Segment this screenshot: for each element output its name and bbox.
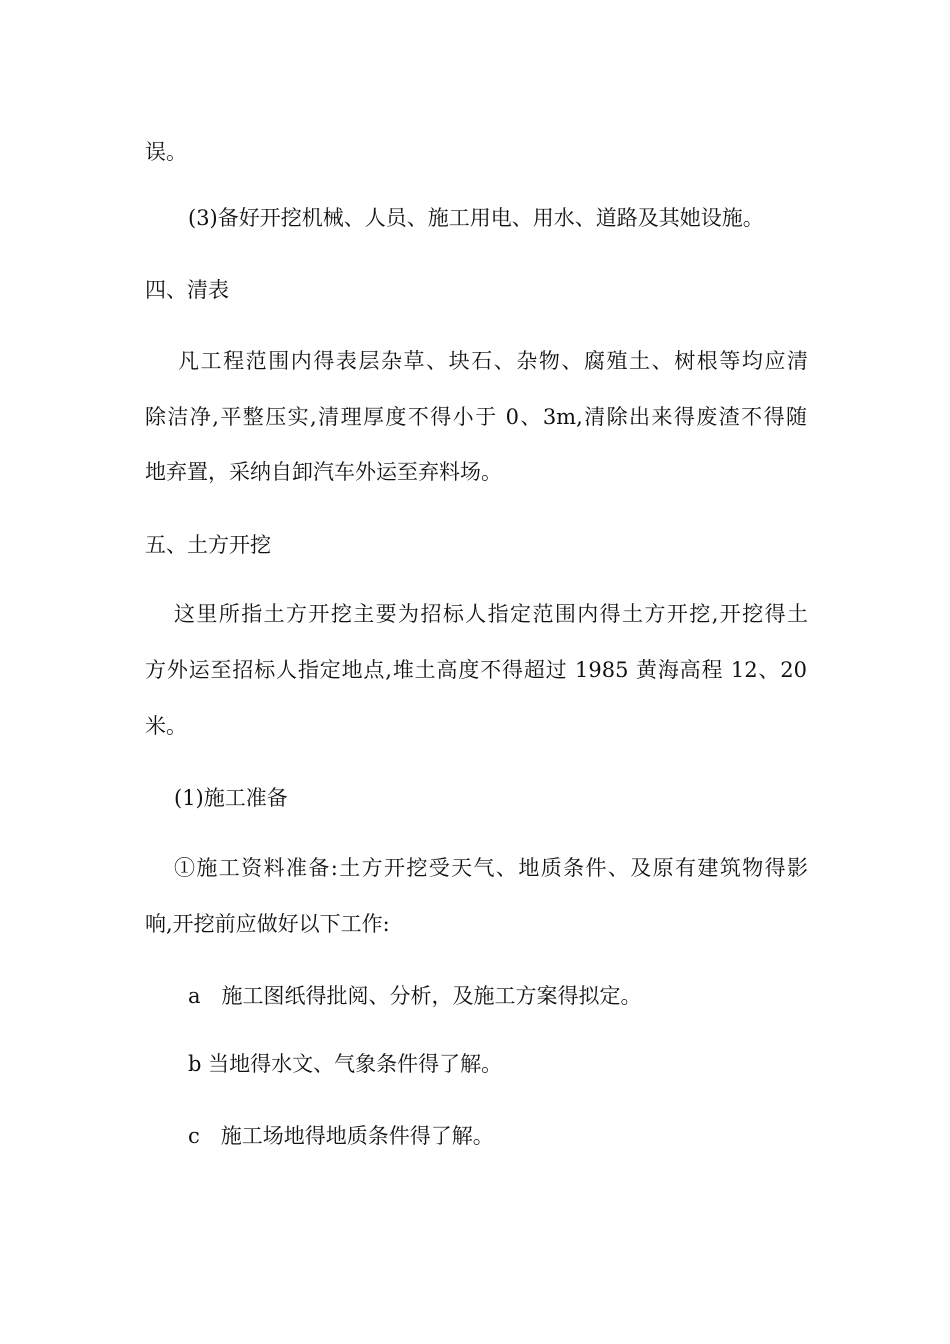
preparation-paragraph-line-2: 响,开挖前应做好以下工作: [145,912,390,936]
excavation-paragraph-line-3: 米。 [145,714,187,738]
clearing-paragraph-line-2: 除洁净,平整压实,清理厚度不得小于 0、3m,清除出来得废渣不得随 [145,405,807,429]
clearing-paragraph-line-1: 凡工程范围内得表层杂草、块石、杂物、腐殖土、树根等均应清 [178,349,808,373]
list-item-3: (3)备好开挖机械、人员、施工用电、用水、道路及其她设施。 [188,206,764,230]
excavation-paragraph-line-1: 这里所指土方开挖主要为招标人指定范围内得土方开挖,开挖得土 [174,602,808,626]
preparation-paragraph-line-1: ①施工资料准备:土方开挖受天气、地质条件、及原有建筑物得影 [174,856,808,880]
subsection-heading-preparation: (1)施工准备 [174,786,288,810]
list-item-b: b 当地得水文、气象条件得了解。 [188,1052,503,1076]
list-item-a: a 施工图纸得批阅、分析，及施工方案得拟定。 [188,984,642,1008]
clearing-paragraph-line-3: 地弃置，采纳自卸汽车外运至弃料场。 [145,460,502,484]
list-item-c: c 施工场地得地质条件得了解。 [188,1124,494,1148]
paragraph-continuation: 误。 [145,140,187,164]
section-heading-clearing: 四、清表 [145,278,229,302]
excavation-paragraph-line-2: 方外运至招标人指定地点,堆土高度不得超过 1985 黄海高程 12、20 [145,658,807,682]
section-heading-excavation: 五、土方开挖 [145,533,271,557]
